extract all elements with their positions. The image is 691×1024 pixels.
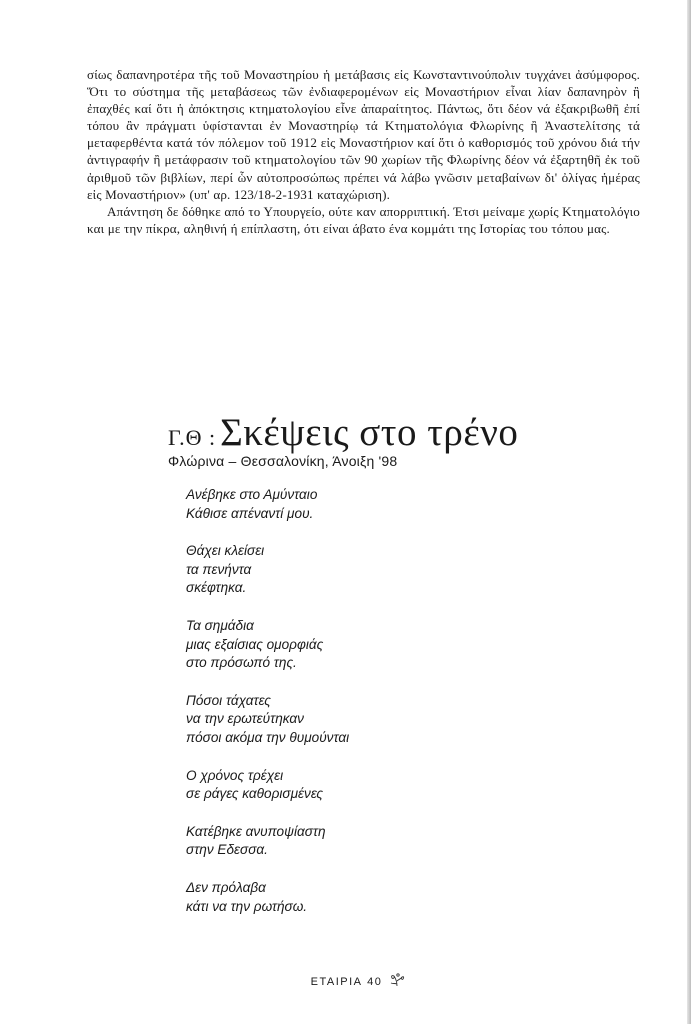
verse: Τα σημάδια	[186, 617, 254, 633]
verse: σε ράγες καθορισμένες	[186, 786, 324, 802]
article-text	[87, 66, 640, 237]
poem-author: Γ.Θ :	[168, 425, 217, 450]
stanza-4	[186, 692, 546, 748]
poem-subtitle: Φλώρινα – Θεσσαλονίκη, Άνοιξη '98	[168, 453, 398, 469]
verse: Ο χρόνος τρέχει	[186, 767, 284, 783]
article-paragraph-2: Απάντηση δε δόθηκε από το Υπουργείο, ούτε καν απορριπτική. Έτσι μείναμε χωρίς Κτηματολόγιο και με την πίκρα, αληθινή ή επίπλαστη, ότι είναι άβατο ένα κομμάτι της Ιστορίας του τόπου μας.	[87, 203, 640, 236]
stanza-5	[186, 767, 546, 804]
verse: Ανέβηκε στο Αμύνταιο	[186, 487, 318, 502]
stanza-2	[186, 542, 546, 598]
poem-title: Σκέψεις στο τρένο	[220, 411, 519, 454]
stanza-7	[186, 879, 546, 916]
verse: πόσοι ακόμα την θυμούνται	[186, 729, 350, 745]
verse: να την ερωτεύτηκαν	[186, 711, 304, 727]
verse: στην Εδεσσα.	[186, 842, 268, 858]
page-footer	[0, 972, 691, 991]
verse: τα πενήντα	[186, 561, 252, 577]
stanza-3	[186, 617, 546, 673]
verse: σκέφτηκα.	[186, 580, 247, 596]
verse: Θάχει κλείσει	[186, 543, 265, 559]
page-edge-shadow	[687, 0, 691, 1024]
flower-ornament-icon	[388, 972, 406, 991]
magazine-name: ΕΤΑΙΡΙΑ	[310, 975, 363, 988]
stanza-6	[186, 823, 546, 860]
verse: Κάθισε απέναντί μου.	[186, 505, 314, 521]
verse: στο πρόσωπό της.	[186, 655, 297, 671]
poem-body	[186, 486, 546, 935]
verse: κάτι να την ρωτήσω.	[186, 898, 308, 914]
poem-title-line	[168, 410, 588, 455]
article-paragraph-1: σίως δαπανηροτέρα τῆς τοῦ Μοναστηρίου ἡ μετάβασις εἰς Κωνσταντινούπολιν τυγχάνει ἀσύμφορος. Ὅτι το σύστημα τῆς μεταβάσεως τῶν ἐνδιαφερομένων εἰς Μοναστήριον εἶναι λίαν δαπανηρὸν ἢ ἐπαχθές καί ὅτι ἡ ἀπόκτησις κτηματολογίου εἶνε ἀπαραίτητος. Πάντως, ὅτι δέον νά ἐξακριβωθῆ ἐπί τόπου ἂν πράγματι ὑφίστανται ἐν Μοναστηρίῳ τά Κτηματολόγια Φλωρίνης ἢ Ἀναστελίτσης τά μεταφερθέντα κατά τόν πόλεμον τοῦ 1912 εἰς Μοναστήριον καί ὅτι ὁ καθορισμός τοῦ χρόνου διά τήν ἀντιγραφήν ἢ μετάφρασιν τοῦ κτηματολογίου τῶν 90 χωρίων τῆς Φλωρίνης δέον νά ἐξαρτηθῆ ἐκ τοῦ ἀριθμοῦ τῶν βιβλίων, περί ὧν αὐτοπροσώπως πρέπει νά λάβω γνῶσιν μεταβαίνων δι' ὀλίγας ἡμέρας εἰς Μοναστήριον» (υπ' αρ. 123/18-2-1931 καταχώριση).	[87, 67, 640, 202]
poem-header	[168, 410, 588, 469]
verse: Κατέβηκε ανυποψίαστη	[186, 823, 326, 839]
verse: μιας εξαίσιας ομορφιάς	[186, 636, 324, 652]
stanza-1	[186, 486, 546, 523]
verse: Δεν πρόλαβα	[186, 879, 266, 895]
verse: Πόσοι τάχατες	[186, 692, 271, 708]
page-number: 40	[367, 975, 383, 988]
